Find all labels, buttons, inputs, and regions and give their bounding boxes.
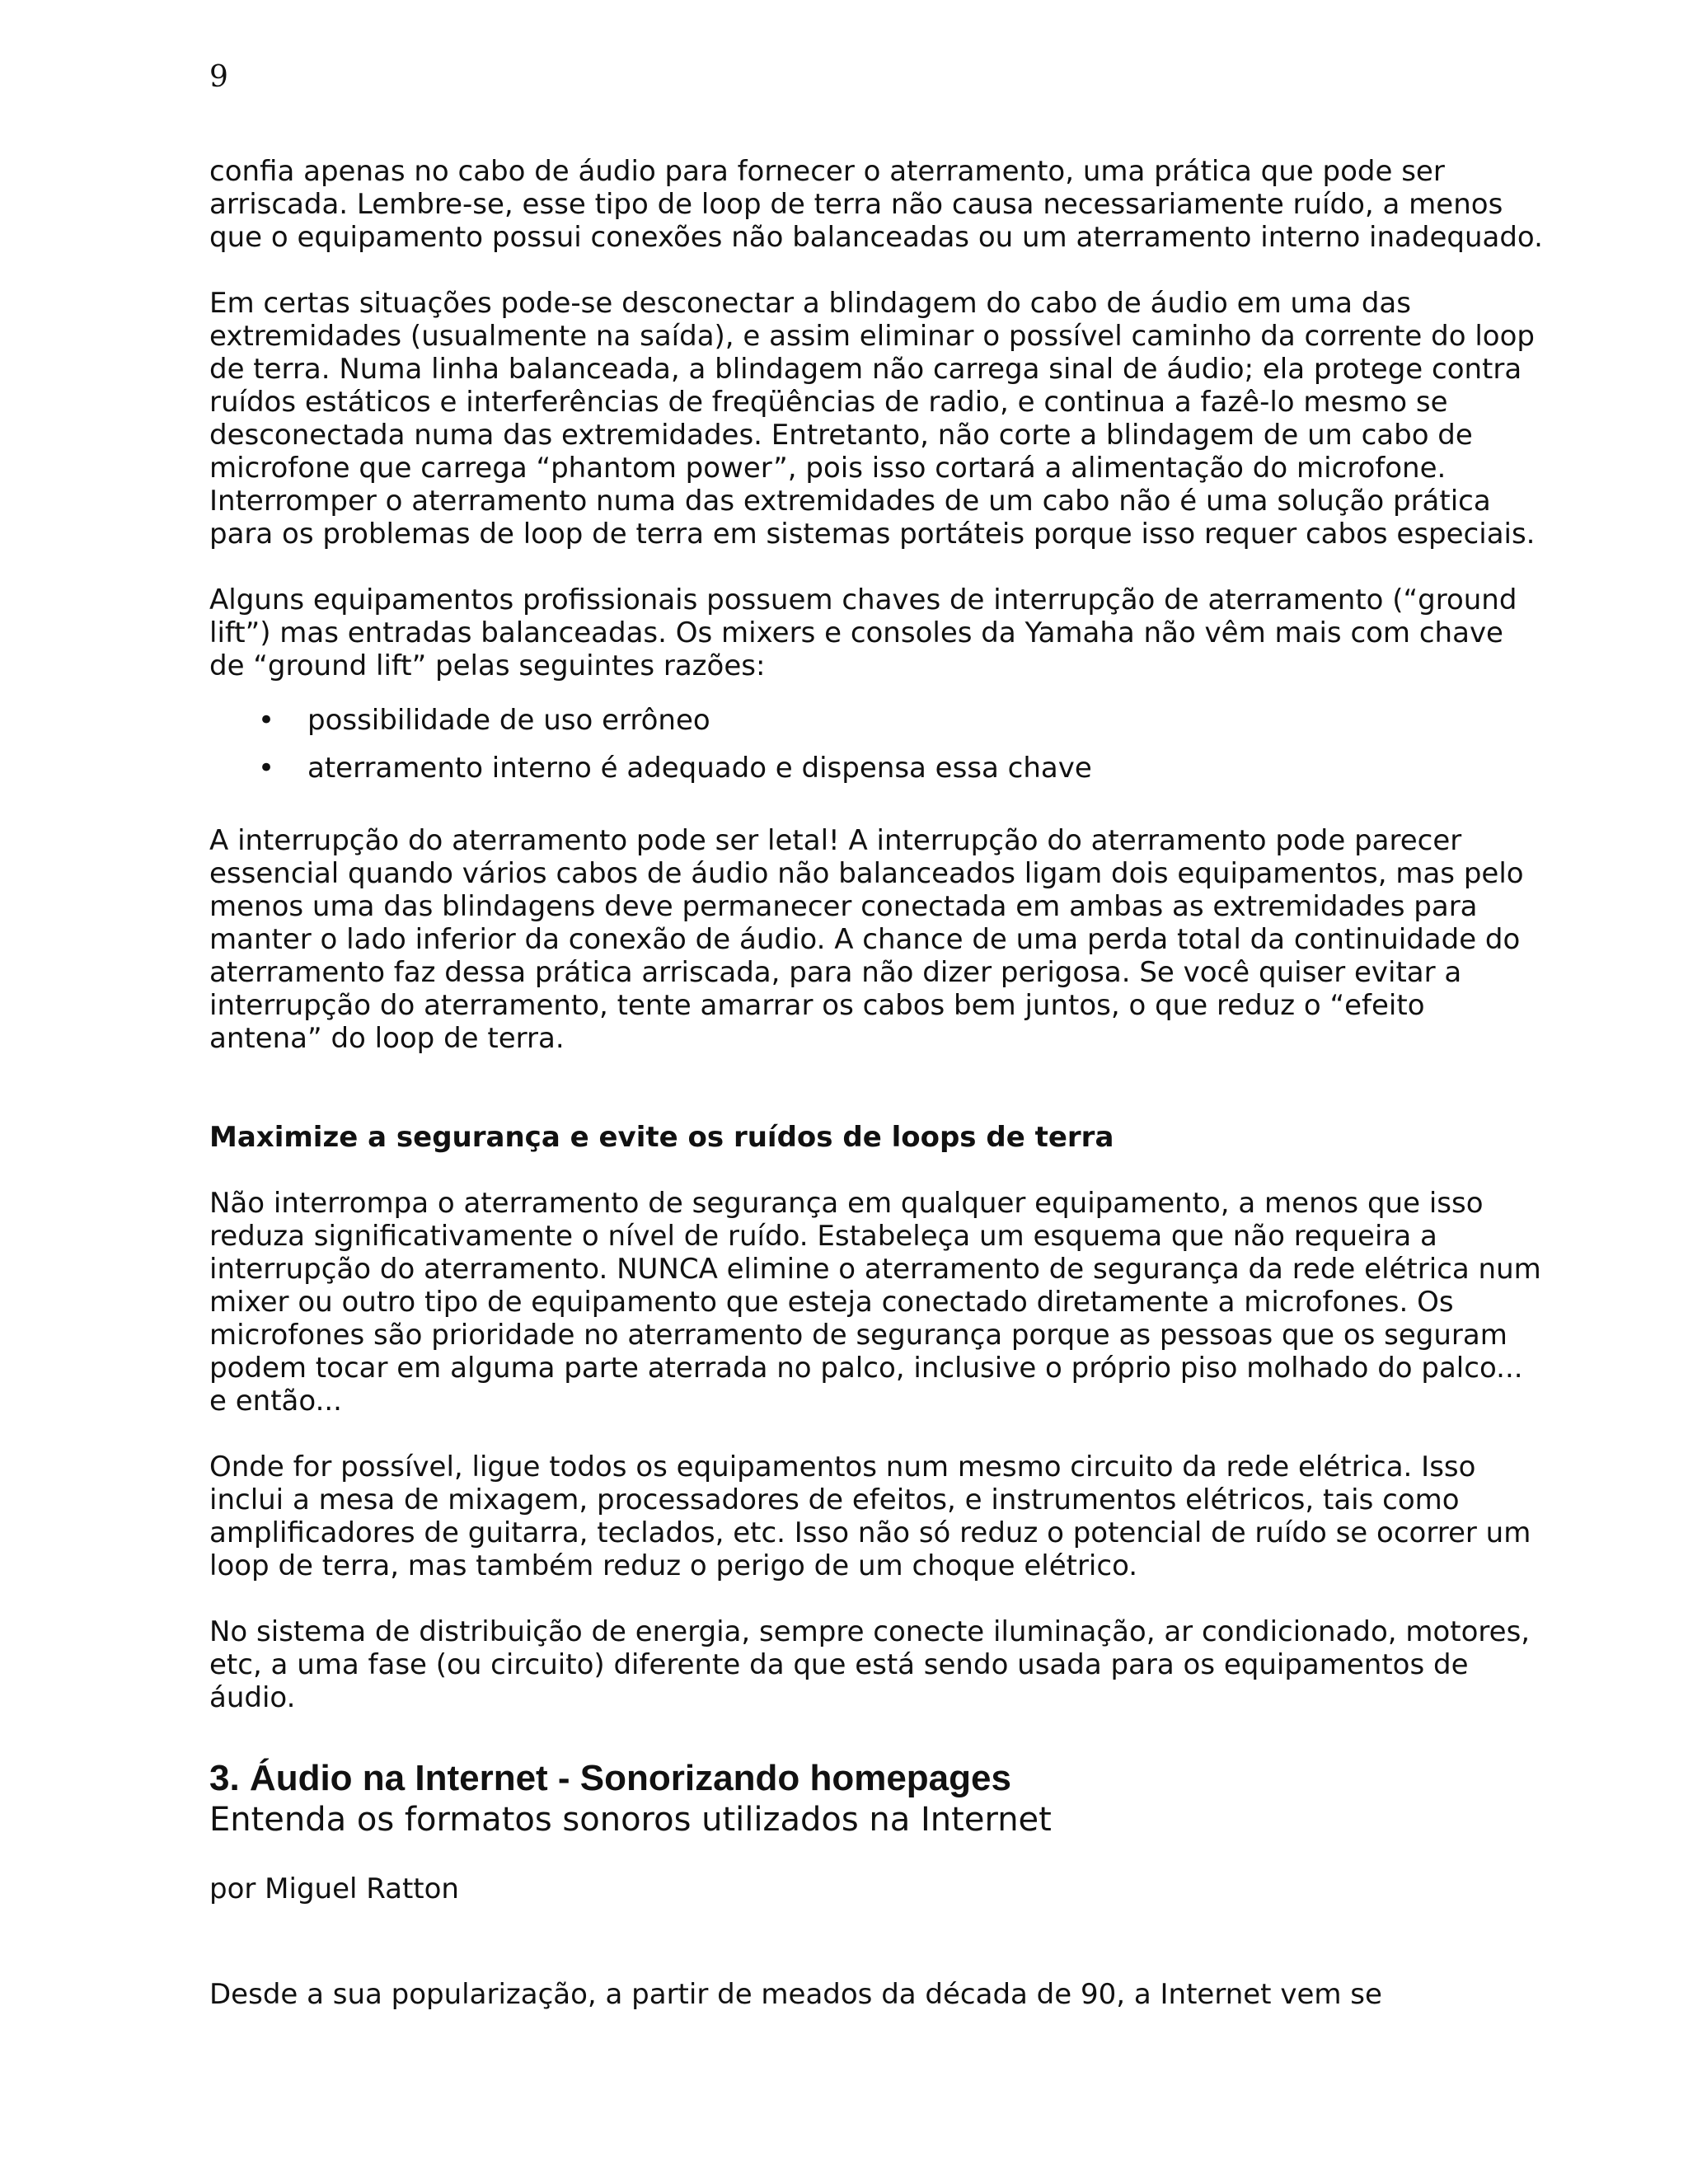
- paragraph-ground-lift: Alguns equipamentos profissionais possuem chaves de interrupção de aterramento (“ground lift”) mas entradas balanceadas. Os mixers e consoles da Yamaha não vêm mais com chave de “ground lift” pelas seguintes razões:: [209, 583, 1517, 682]
- page-number: 9: [209, 60, 228, 94]
- list-item-text: possibilidade de uso errôneo: [307, 704, 710, 737]
- paragraph-ground-loop-risk: confia apenas no cabo de áudio para fornecer o aterramento, uma prática que pode ser arriscada. Lembre-se, esse tipo de loop de terra não causa necessariamente ruído, a menos que o equipamento possui conexões não balanceadas ou um aterramento interno inadequado.: [209, 155, 1543, 254]
- section-heading: Maximize a segurança e evite os ruídos de loops de terra: [209, 1121, 1114, 1154]
- bullet-icon: •: [257, 752, 275, 785]
- paragraph-same-circuit: Onde for possível, ligue todos os equipamentos num mesmo circuito da rede elétrica. Isso inclui a mesa de mixagem, processadores de efeitos, e instrumentos elétricos, tais como amplificadores de guitarra, teclados, etc. Isso não só reduz o potencial de ruído se ocorrer um loop de terra, mas também reduz o perigo de um choque elétrico.: [209, 1451, 1531, 1582]
- bullet-list: [209, 704, 1545, 785]
- list-item-text: aterramento interno é adequado e dispensa essa chave: [307, 752, 1092, 785]
- paragraph-shield-disconnect: Em certas situações pode-se desconectar a blindagem do cabo de áudio em uma das extremidades (usualmente na saída), e assim eliminar o possível caminho da corrente do loop de terra. Numa linha balanceada, a blindagem não carrega sinal de áudio; ela protege contra ruídos estáticos e interferências de freqüências de radio, e continua a fazê-lo mesmo se desconectada numa das extremidades. Entretanto, não corte a blindagem de um cabo de microfone que carrega “phantom power”, pois isso cortará a alimentação do microfone. Interromper o aterramento numa das extremidades de um cabo não é uma solução prática para os problemas de loop de terra em sistemas portáteis porque isso requer cabos especiais.: [209, 287, 1536, 551]
- paragraph-lethal-warning: A interrupção do aterramento pode ser letal! A interrupção do aterramento pode parecer essencial quando vários cabos de áudio não balanceados ligam dois equipamentos, mas pelo menos uma das blindagens deve permanecer conectada em ambas as extremidades para manter o lado inferior da conexão de áudio. A chance de uma perda total da continuidade do aterramento faz dessa prática arriscada, para não dizer perigosa. Se você quiser evitar a interrupção do aterramento, tente amarrar os cabos bem juntos, o que reduz o “efeito antena” do loop de terra.: [209, 824, 1524, 1055]
- paragraph-internet-intro: Desde a sua popularização, a partir de meados da década de 90, a Internet vem se: [209, 1978, 1382, 2011]
- bullet-icon: •: [257, 704, 275, 737]
- paragraph-safety-ground: Não interrompa o aterramento de segurança em qualquer equipamento, a menos que isso reduza significativamente o nível de ruído. Estabeleça um esquema que não requeira a interrupção do aterramento. NUNCA elimine o aterramento de segurança da rede elétrica num mixer ou outro tipo de equipamento que esteja conectado diretamente a microfones. Os microfones são prioridade no aterramento de segurança porque as pessoas que os seguram podem tocar em alguma parte aterrada no palco, inclusive o próprio piso molhado do palco... e então...: [209, 1187, 1541, 1418]
- paragraph-power-distribution: No sistema de distribuição de energia, sempre conecte iluminação, ar condicionado, motores, etc, a uma fase (ou circuito) diferente da que está sendo usada para os equipamentos de áudio.: [209, 1615, 1531, 1714]
- page-content: [209, 155, 1545, 2011]
- chapter-subtitle: Entenda os formatos sonoros utilizados na Internet: [209, 1801, 1052, 1839]
- list-item: [209, 752, 1545, 785]
- chapter-title: 3. Áudio na Internet - Sonorizando homepages: [209, 1758, 1011, 1798]
- list-item: [209, 704, 1545, 737]
- author-byline: por Miguel Ratton: [209, 1872, 459, 1905]
